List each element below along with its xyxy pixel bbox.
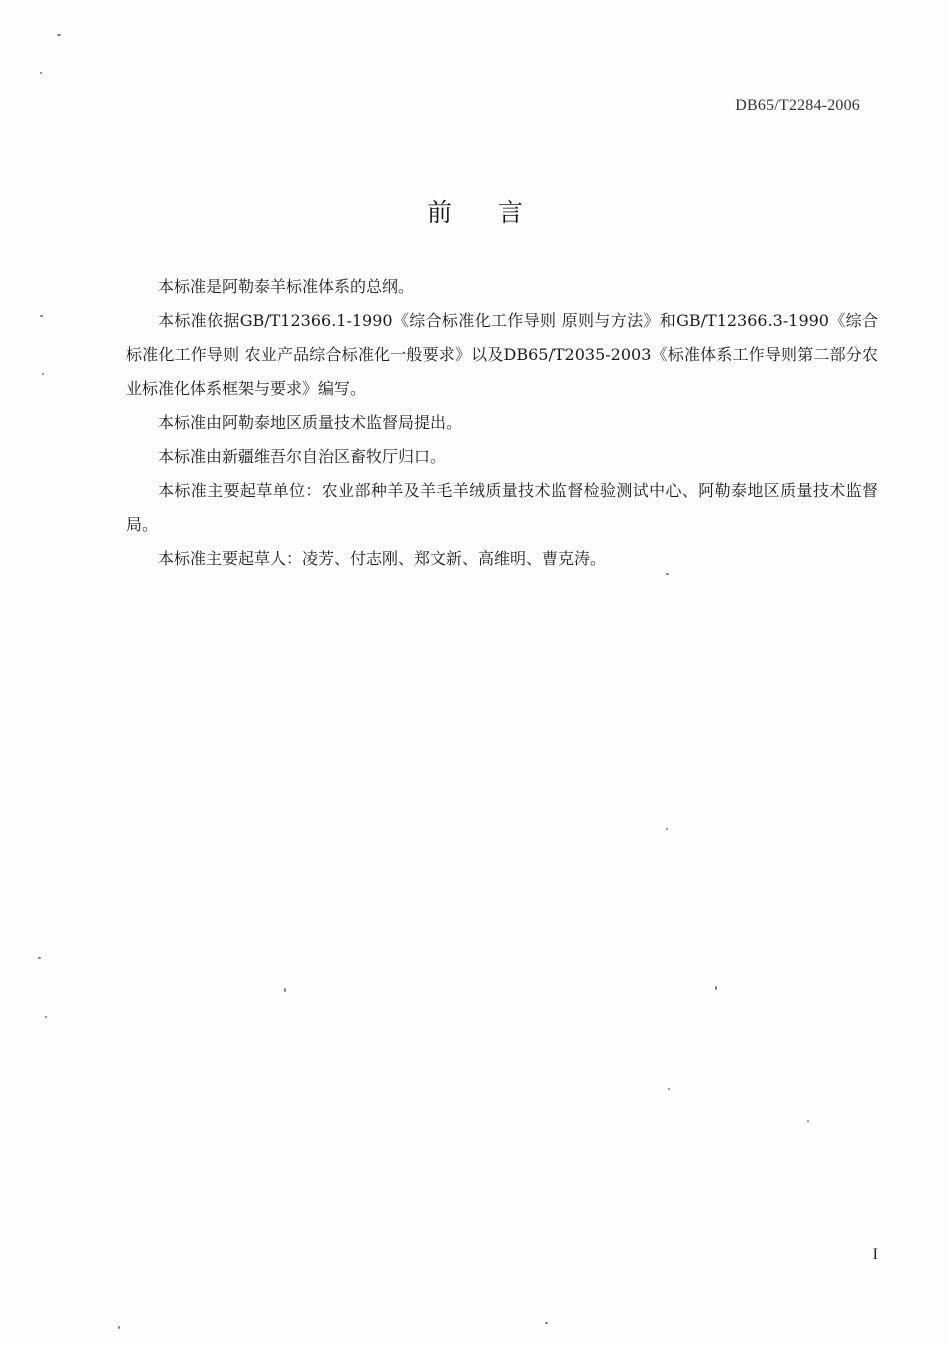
paragraph-administrator: 本标准由新疆维吾尔自治区畜牧厅归口。 [158, 447, 447, 466]
scan-speck [57, 34, 61, 36]
paragraph-drafters: 本标准主要起草人：凌芳、付志刚、郑文新、高维明、曹克涛。 [158, 549, 607, 568]
paragraph-overview: 本标准是阿勒泰羊标准体系的总纲。 [158, 277, 415, 296]
scan-speck [666, 828, 668, 830]
scan-speck [118, 1326, 120, 1329]
paragraph-basis: 本标准依据GB/T12366.1-1990《综合标准化工作导则 原则与方法》和GB/T12366.3-1990《综合标准化工作导则 农业产品综合标准化一般要求》以及DB65/T2035-2003《标准体系工作导则第二部分农业标准化体系框架与要求》编写。 [126, 311, 878, 398]
scan-speck [666, 573, 669, 575]
foreword-body [126, 270, 878, 576]
scan-speck [715, 986, 717, 990]
scan-speck [807, 1120, 809, 1122]
scan-speck [284, 988, 286, 992]
paragraph-drafting-units: 本标准主要起草单位：农业部种羊及羊毛羊绒质量技术监督检验测试中心、阿勒泰地区质量技术监督局。 [126, 481, 878, 534]
page-title: 前言 [426, 197, 569, 227]
scan-speck [42, 373, 44, 375]
scan-speck [668, 1088, 670, 1090]
scan-speck [545, 1322, 548, 1324]
page-number: I [872, 1246, 878, 1263]
scan-speck [38, 957, 41, 959]
scan-speck [45, 1016, 47, 1018]
scan-speck [40, 315, 43, 317]
paragraph-proposer: 本标准由阿勒泰地区质量技术监督局提出。 [158, 413, 463, 432]
scan-speck [40, 72, 42, 74]
document-code: DB65/T2284-2006 [735, 97, 860, 114]
